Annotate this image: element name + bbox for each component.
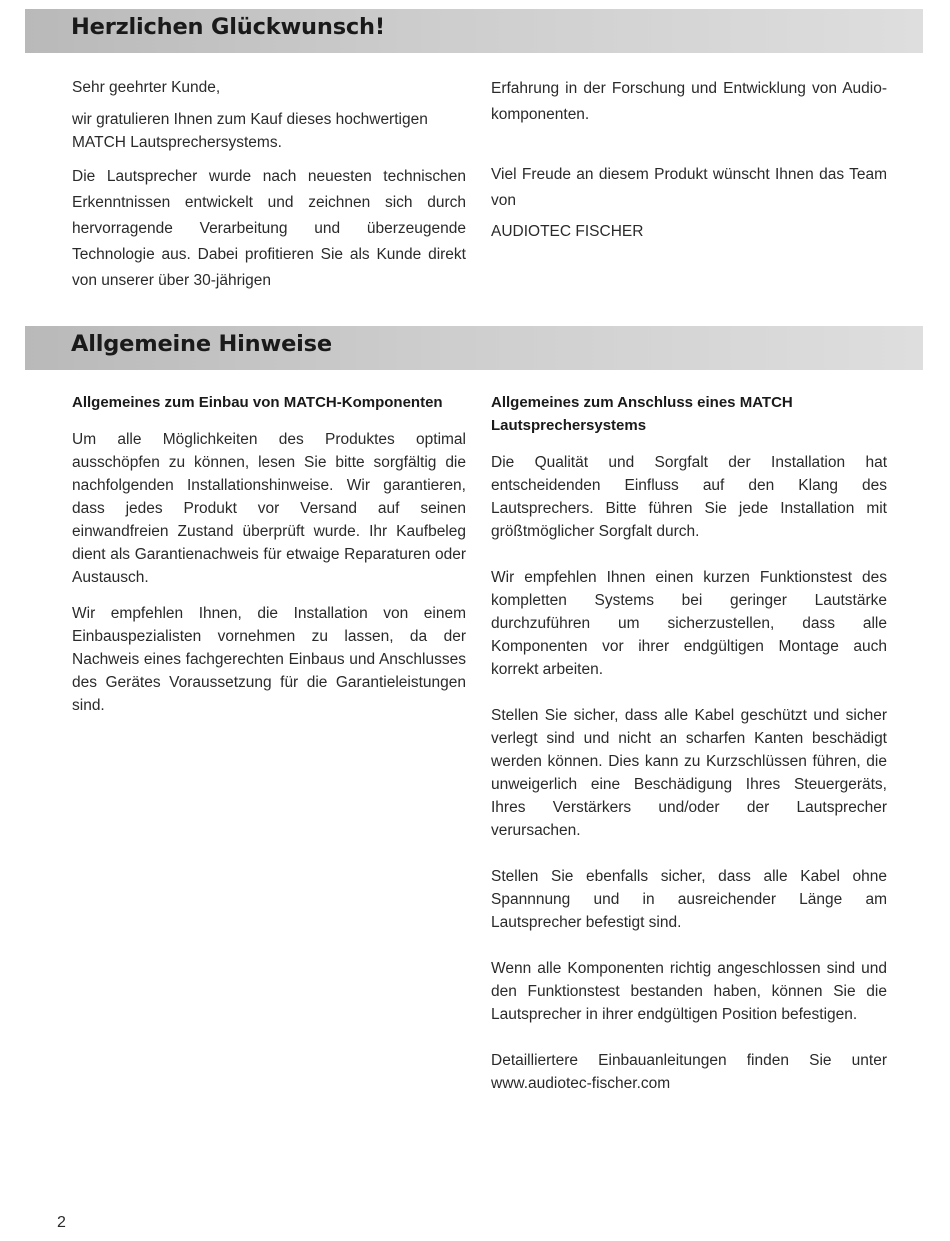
paragraph: Stellen Sie ebenfalls sicher, dass alle Kabel ohne Spannnung und in ausreichender Länge am Lautsprecher befestigt sind. [491, 868, 887, 931]
section-heading: Allgemeine Hinweise [71, 331, 332, 357]
connection-right-column [491, 391, 887, 1095]
paragraph: Wir empfehlen Ihnen einen kurzen Funktionstest des kompletten Systems bei geringer Lautstärke durchzuführen um sicherzustellen, dass alle Komponenten vor ihrer endgültigen Montage auch korrekt arbeiten. [491, 569, 887, 678]
subheading: Allgemeines zum Anschluss eines MATCH Lautsprechersystems [491, 394, 793, 434]
paragraph: wir gratulieren Ihnen zum Kauf dieses hochwertigen MATCH Lautsprechersystems. [72, 111, 428, 151]
paragraph: Viel Freude an diesem Produkt wünscht Ihnen das Team von [491, 166, 887, 209]
section-banner-general-notes [25, 326, 923, 370]
page-number: 2 [57, 1214, 66, 1231]
section-heading: Herzlichen Glückwunsch! [71, 14, 385, 40]
paragraph: Die Qualität und Sorgfalt der Installation hat entscheidenden Einfluss auf den Klang des Lautsprechers. Bitte führen Sie jede Installation mit größtmöglicher Sorgfalt durch. [491, 454, 887, 540]
salutation: Sehr geehrter Kunde, [72, 79, 221, 96]
section-banner-congratulations [25, 9, 923, 53]
paragraph: Um alle Möglichkeiten des Produktes optimal ausschöpfen zu können, lesen Sie bitte sorgfältig die nachfolgenden Installationshinweise. Wir garantieren, dass jedes Produkt vor Versand auf seinen einwandfreien Zustand überprüft wurde. Ihr Kaufbeleg dient als Garantienachweis für etwaige Reparaturen oder Austausch. [72, 431, 466, 586]
paragraph: Wir empfehlen Ihnen, die Installation von einem Einbauspezialisten vornehmen zu lassen, da der Nachweis eines fachgerechten Einbaus und Anschlusses des Gerätes Voraussetzung für die Garantieleistungen sind. [72, 605, 466, 714]
congrats-left-column [72, 76, 466, 294]
subheading: Allgemeines zum Einbau von MATCH-Komponenten [72, 394, 443, 411]
paragraph: Wenn alle Komponenten richtig angeschlossen sind und den Funktionstest bestanden haben, können Sie die Lautsprecher in ihrer endgültigen Position befestigen. [491, 960, 887, 1023]
paragraph: Die Lautsprecher wurde nach neuesten technischen Erkenntnissen entwickelt und zeichnen sich durch hervorragende Verarbeitung und überzeugende Technologie aus. Dabei profitieren Sie als Kunde direkt von unserer über 30-jährigen [72, 168, 466, 289]
company-name: AUDIOTEC FISCHER [491, 223, 644, 240]
paragraph: Erfahrung in der Forschung und Entwicklung von Audio-komponenten. [491, 80, 887, 123]
paragraph: Detailliertere Einbauanleitungen finden Sie unter www.audiotec-fischer.com [491, 1052, 887, 1092]
congrats-right-column [491, 76, 887, 243]
paragraph: Stellen Sie sicher, dass alle Kabel geschützt und sicher verlegt sind und nicht an scharfen Kanten beschädigt werden können. Dies kann zu Kurzschlüssen führen, die unweigerlich eine Beschädigung Ihres Steuergeräts, Ihres Verstärkers und/oder der Lautsprecher verursachen. [491, 707, 887, 839]
installation-left-column [72, 391, 466, 717]
